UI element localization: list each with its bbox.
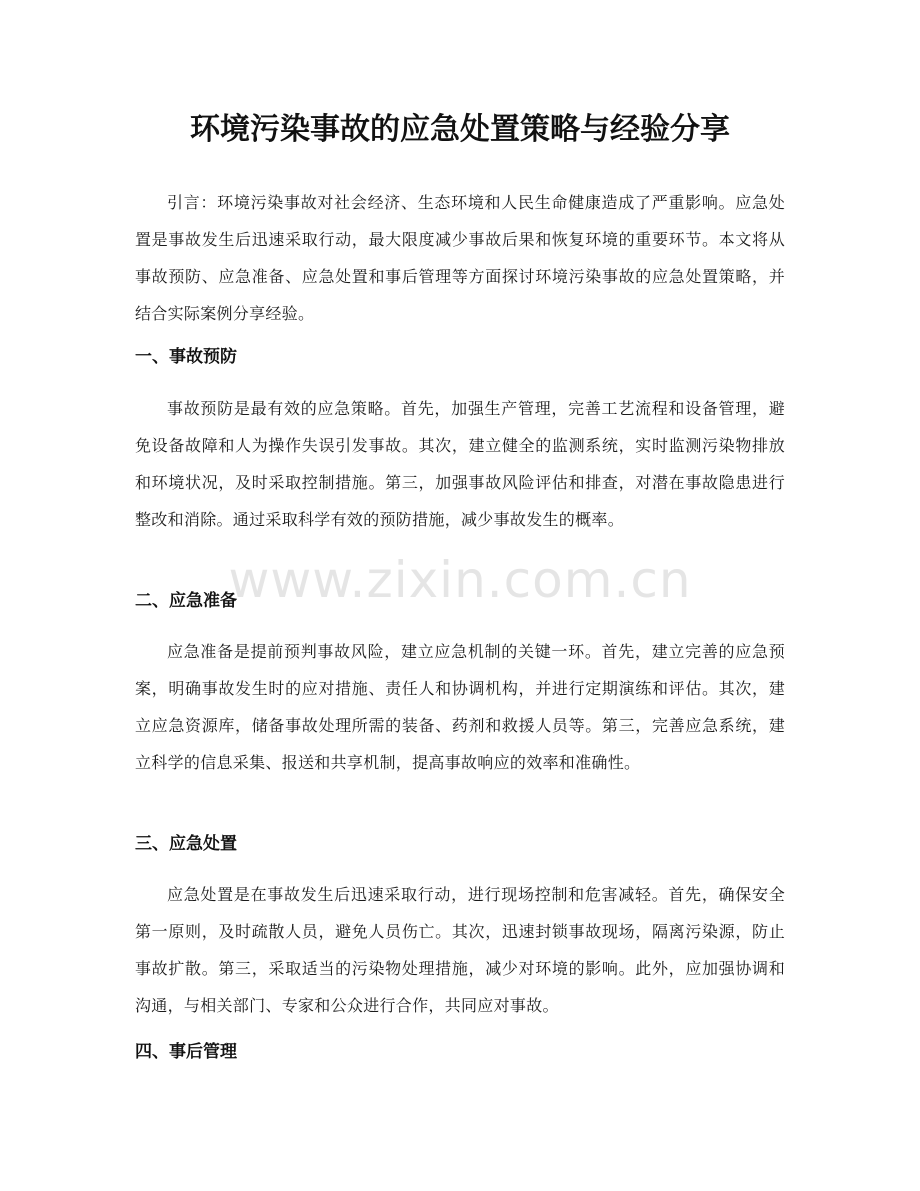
section-heading-prevention: 一、事故预防 bbox=[135, 347, 237, 367]
section-heading-aftermath: 四、事后管理 bbox=[135, 1042, 237, 1062]
section-body-preparation: 应急准备是提前预判事故风险，建立应急机制的关键一环。首先，建立完善的应急预案，明确事故发生时的应对措施、责任人和协调机构，并进行定期演练和评估。其次，建立应急资源库，储备事故处理所需的装备、药剂和救援人员等。第三，完善应急系统，建立科学的信息采集、报送和共享机制，提高事故响应的效率和准确性。 bbox=[135, 642, 785, 772]
section-body-response: 应急处置是在事故发生后迅速采取行动，进行现场控制和危害减轻。首先，确保安全第一原则，及时疏散人员，避免人员伤亡。其次，迅速封锁事故现场，隔离污染源，防止事故扩散。第三，采取适当的污染物处理措施，减少对环境的影响。此外，应加强协调和沟通，与相关部门、专家和公众进行合作，共同应对事故。 bbox=[135, 885, 785, 1015]
section-heading-response: 三、应急处置 bbox=[135, 834, 237, 854]
watermark-text: www.zixin.com.cn bbox=[228, 551, 692, 609]
section-body-prevention: 事故预防是最有效的应急策略。首先，加强生产管理，完善工艺流程和设备管理，避免设备故障和人为操作失误引发事故。其次，建立健全的监测系统，实时监测污染物排放和环境状况，及时采取控制措施。第三，加强事故风险评估和排查，对潜在事故隐患进行整改和消除。通过采取科学有效的预防措施，减少事故发生的概率。 bbox=[135, 399, 785, 529]
section-heading-preparation: 二、应急准备 bbox=[135, 591, 237, 611]
intro-paragraph: 引言：环境污染事故对社会经济、生态环境和人民生命健康造成了严重影响。应急处置是事故发生后迅速采取行动，最大限度减少事故后果和恢复环境的重要环节。本文将从事故预防、应急准备、应急处置和事后管理等方面探讨环境污染事故的应急处置策略，并结合实际案例分享经验。 bbox=[135, 193, 785, 323]
document-title: 环境污染事故的应急处置策略与经验分享 bbox=[190, 112, 730, 147]
